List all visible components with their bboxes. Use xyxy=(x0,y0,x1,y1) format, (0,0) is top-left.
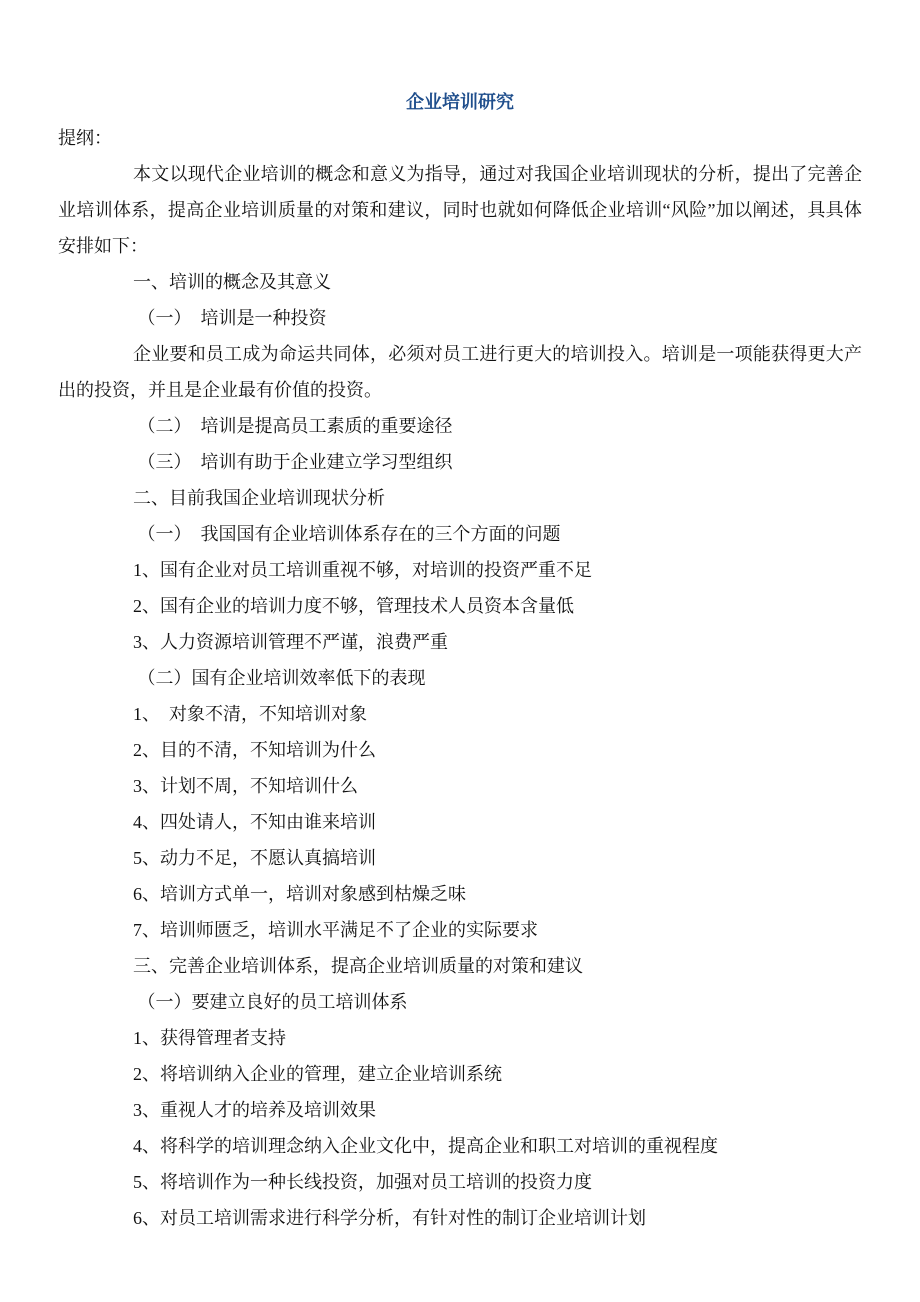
outline-item: 3、重视人才的培养及培训效果 xyxy=(133,1100,376,1120)
outline-item: 6、培训方式单一，培训对象感到枯燥乏味 xyxy=(133,884,466,904)
outline-item: 1、国有企业对员工培训重视不够，对培训的投资严重不足 xyxy=(133,560,592,580)
outline-item: 4、四处请人，不知由谁来培训 xyxy=(133,812,376,832)
outline-item: （一）要建立良好的员工培训体系 xyxy=(133,992,408,1012)
document-body xyxy=(58,84,862,1236)
outline-item: （一） 我国国有企业培训体系存在的三个方面的问题 xyxy=(133,524,561,544)
outline-item: 7、培训师匮乏，培训水平满足不了企业的实际要求 xyxy=(133,920,538,940)
outline-item: （三） 培训有助于企业建立学习型组织 xyxy=(133,452,453,472)
investment-paragraph: 企业要和员工成为命运共同体，必须对员工进行更大的培训投入。培训是一项能获得更大产出的投资，并且是企业最有价值的投资。 xyxy=(58,344,862,400)
outline-item: （一） 培训是一种投资 xyxy=(133,308,327,328)
outline-item: 4、将科学的培训理念纳入企业文化中，提高企业和职工对培训的重视程度 xyxy=(133,1136,718,1156)
outline-item: 1、获得管理者支持 xyxy=(133,1028,286,1048)
outline-item: 3、计划不周，不知培训什么 xyxy=(133,776,358,796)
outline-item: （二）国有企业培训效率低下的表现 xyxy=(133,668,426,688)
outline-item: 一、培训的概念及其意义 xyxy=(133,272,331,292)
outline-item: 2、国有企业的培训力度不够，管理技术人员资本含量低 xyxy=(133,596,574,616)
outline-item: 2、将培训纳入企业的管理，建立企业培训系统 xyxy=(133,1064,502,1084)
outline-item: 6、对员工培训需求进行科学分析，有针对性的制订企业培训计划 xyxy=(133,1208,646,1228)
outline-item: 5、将培训作为一种长线投资，加强对员工培训的投资力度 xyxy=(133,1172,592,1192)
outline-item: （二） 培训是提高员工素质的重要途径 xyxy=(133,416,453,436)
intro-paragraph: 本文以现代企业培训的概念和意义为指导，通过对我国企业培训现状的分析，提出了完善企业培训体系，提高企业培训质量的对策和建议，同时也就如何降低企业培训“风险”加以阐述，具具体安排如下： xyxy=(58,164,862,256)
outline-item: 三、完善企业培训体系，提高企业培训质量的对策和建议 xyxy=(133,956,583,976)
outline-item: 3、人力资源培训管理不严谨，浪费严重 xyxy=(133,632,448,652)
document-title: 企业培训研究 xyxy=(406,92,514,112)
outline-item: 5、动力不足，不愿认真搞培训 xyxy=(133,848,376,868)
outline-label: 提纲： xyxy=(58,128,112,148)
outline-item: 2、目的不清，不知培训为什么 xyxy=(133,740,376,760)
outline-item: 1、 对象不清，不知培训对象 xyxy=(133,704,367,724)
outline-item: 二、目前我国企业培训现状分析 xyxy=(133,488,385,508)
